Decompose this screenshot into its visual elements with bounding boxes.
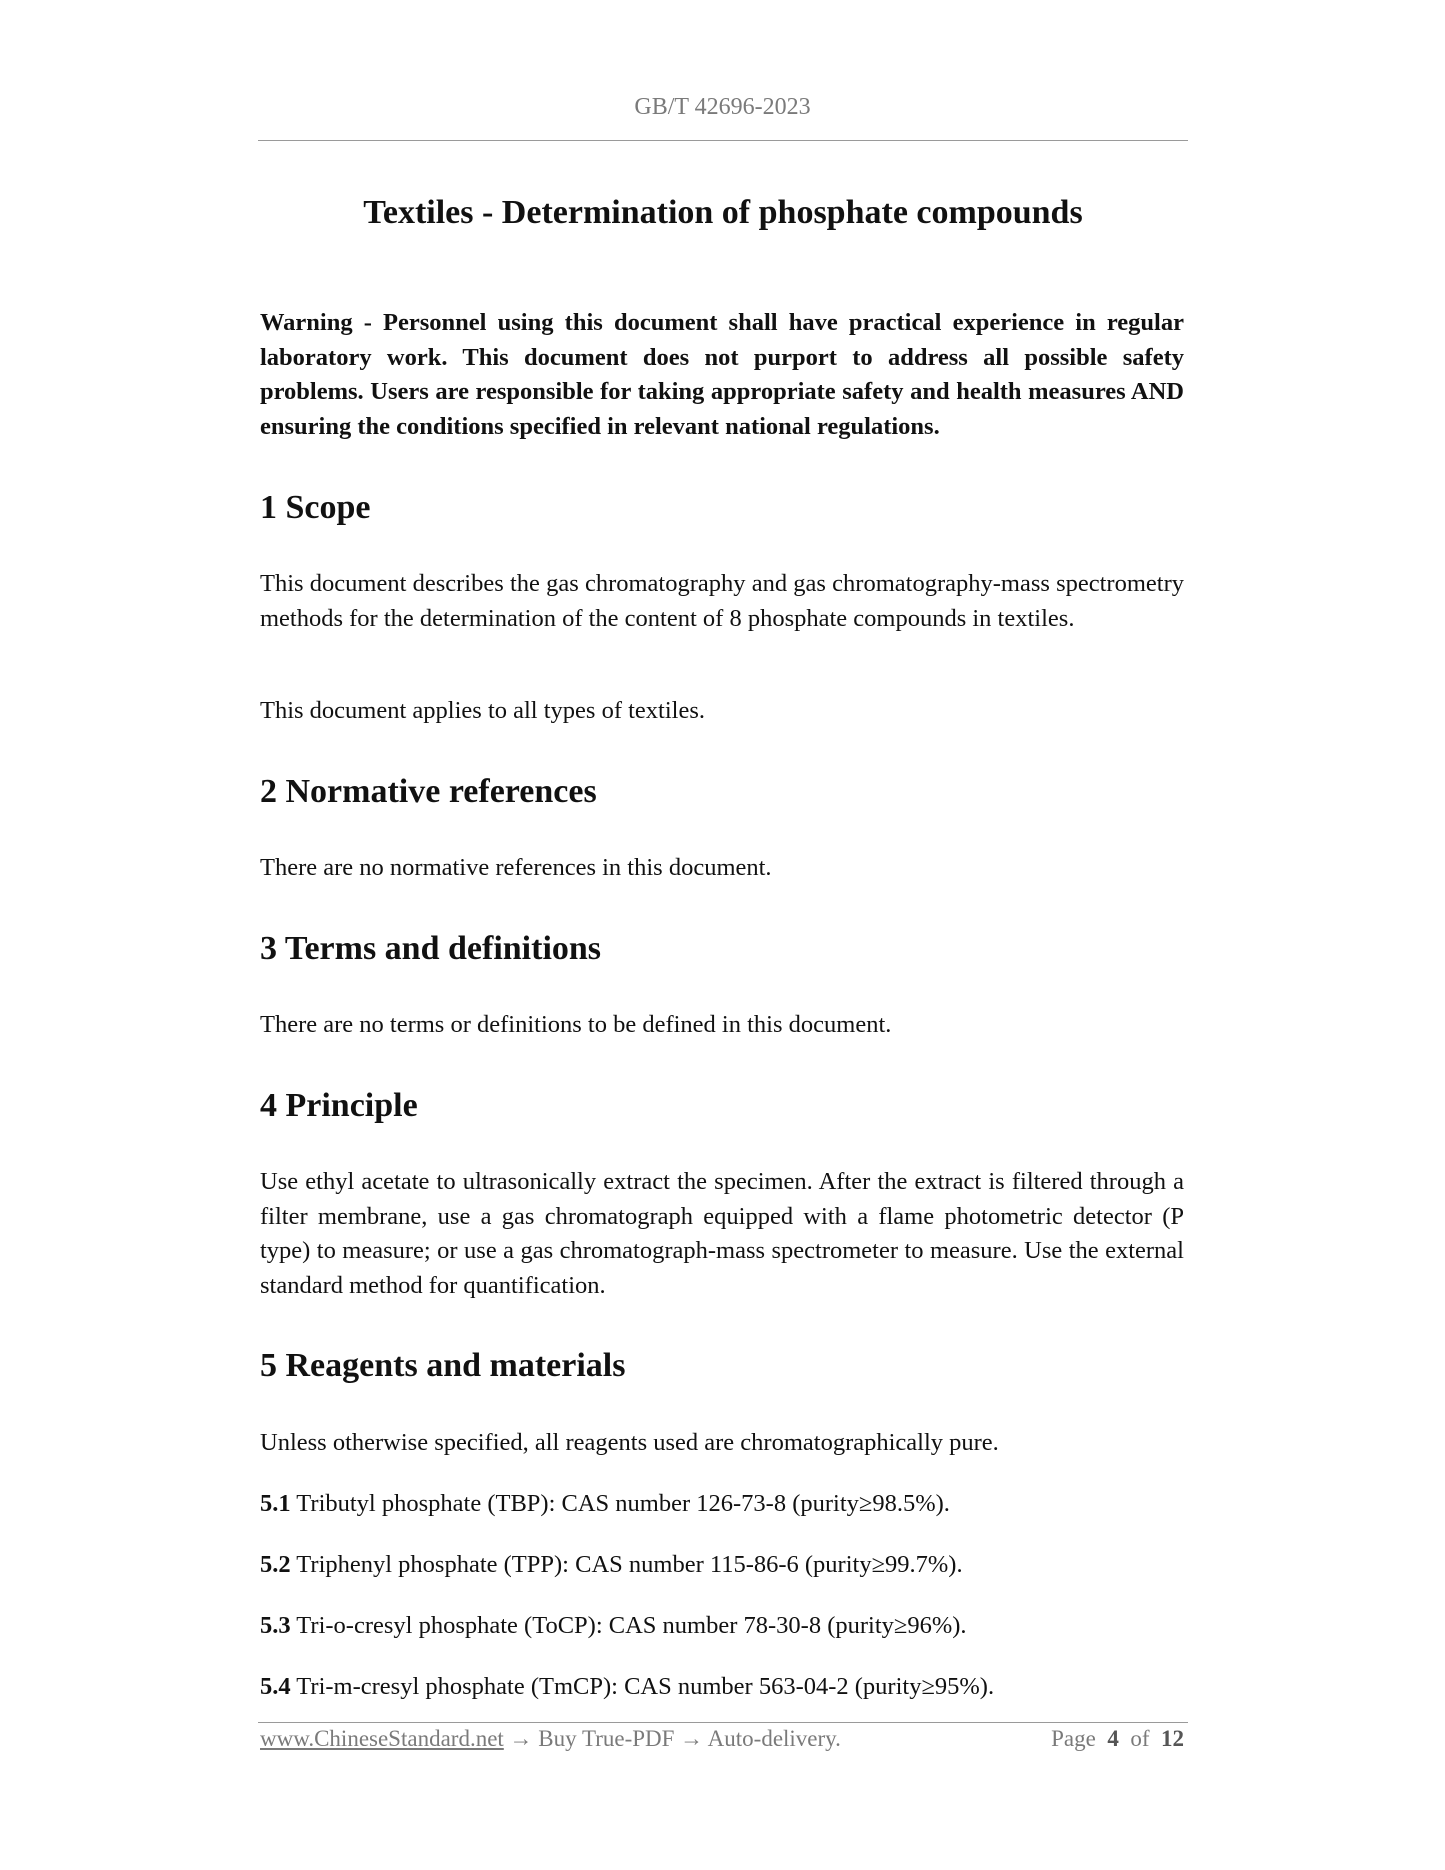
section-heading-scope: 1 Scope xyxy=(260,489,371,526)
of-label: of xyxy=(1130,1726,1150,1751)
page-indicator xyxy=(1051,1726,1184,1752)
scope-paragraph-1: This document describes the gas chromatography and gas chromatography-mass spectrometry methods for the determination of the content of 8 phosphate compounds in textiles. xyxy=(260,570,1184,632)
reagent-item-number: 5.2 xyxy=(260,1551,291,1578)
section-heading-terms-definitions: 3 Terms and definitions xyxy=(260,930,602,967)
reagent-item-text: Tri-o-cresyl phosphate (ToCP): CAS number 78-30-8 (purity≥96%). xyxy=(290,1612,967,1639)
section-heading-principle: 4 Principle xyxy=(260,1087,418,1124)
warning-paragraph: Warning - Personnel using this document shall have practical experience in regular laboratory work. This document does not purport to address all possible safety problems. Users are responsible for taking appropriate safety and health measures AND ensuring the conditions specified in relevant national regulations. xyxy=(260,309,1184,440)
reagent-item xyxy=(260,1548,1184,1583)
reagent-item-number: 5.3 xyxy=(260,1612,291,1639)
footer-promo-text: → Buy True-PDF → Auto-delivery. xyxy=(503,1726,841,1751)
reagent-item xyxy=(260,1487,1184,1522)
scope-paragraph-2: This document applies to all types of textiles. xyxy=(260,697,705,724)
reagents-intro-paragraph: Unless otherwise specified, all reagents used are chromatographically pure. xyxy=(260,1429,999,1456)
header-divider xyxy=(258,140,1188,141)
reagent-item xyxy=(260,1609,1184,1644)
page-number: 4 xyxy=(1107,1726,1119,1751)
section-heading-normative-references: 2 Normative references xyxy=(260,773,597,810)
terms-definitions-paragraph: There are no terms or definitions to be defined in this document. xyxy=(260,1011,892,1038)
reagent-item-text: Triphenyl phosphate (TPP): CAS number 115-86-6 (purity≥99.7%). xyxy=(290,1551,963,1578)
footer-promo xyxy=(260,1726,841,1752)
page-total: 12 xyxy=(1161,1726,1184,1751)
reagent-item xyxy=(260,1670,1184,1705)
website-link[interactable]: www.ChineseStandard.net xyxy=(260,1726,504,1751)
reagent-item-text: Tri-m-cresyl phosphate (TmCP): CAS number 563-04-2 (purity≥95%). xyxy=(290,1673,995,1700)
page-label: Page xyxy=(1051,1726,1096,1751)
reagent-item-text: Tributyl phosphate (TBP): CAS number 126-73-8 (purity≥98.5%). xyxy=(290,1490,950,1517)
principle-paragraph: Use ethyl acetate to ultrasonically extract the specimen. After the extract is filtered through a filter membrane, use a gas chromatograph equipped with a flame photometric detector (P type) to measure; or use a gas chromatograph-mass spectrometer to measure. Use the external standard method for quantification. xyxy=(260,1168,1184,1299)
document-title: Textiles - Determination of phosphate compounds xyxy=(363,194,1083,231)
reagent-item-number: 5.4 xyxy=(260,1673,291,1700)
footer-divider xyxy=(258,1722,1188,1723)
normative-references-paragraph: There are no normative references in this document. xyxy=(260,854,772,881)
reagent-item-number: 5.1 xyxy=(260,1490,291,1517)
section-heading-reagents: 5 Reagents and materials xyxy=(260,1347,626,1384)
standard-code-header: GB/T 42696-2023 xyxy=(634,94,811,120)
